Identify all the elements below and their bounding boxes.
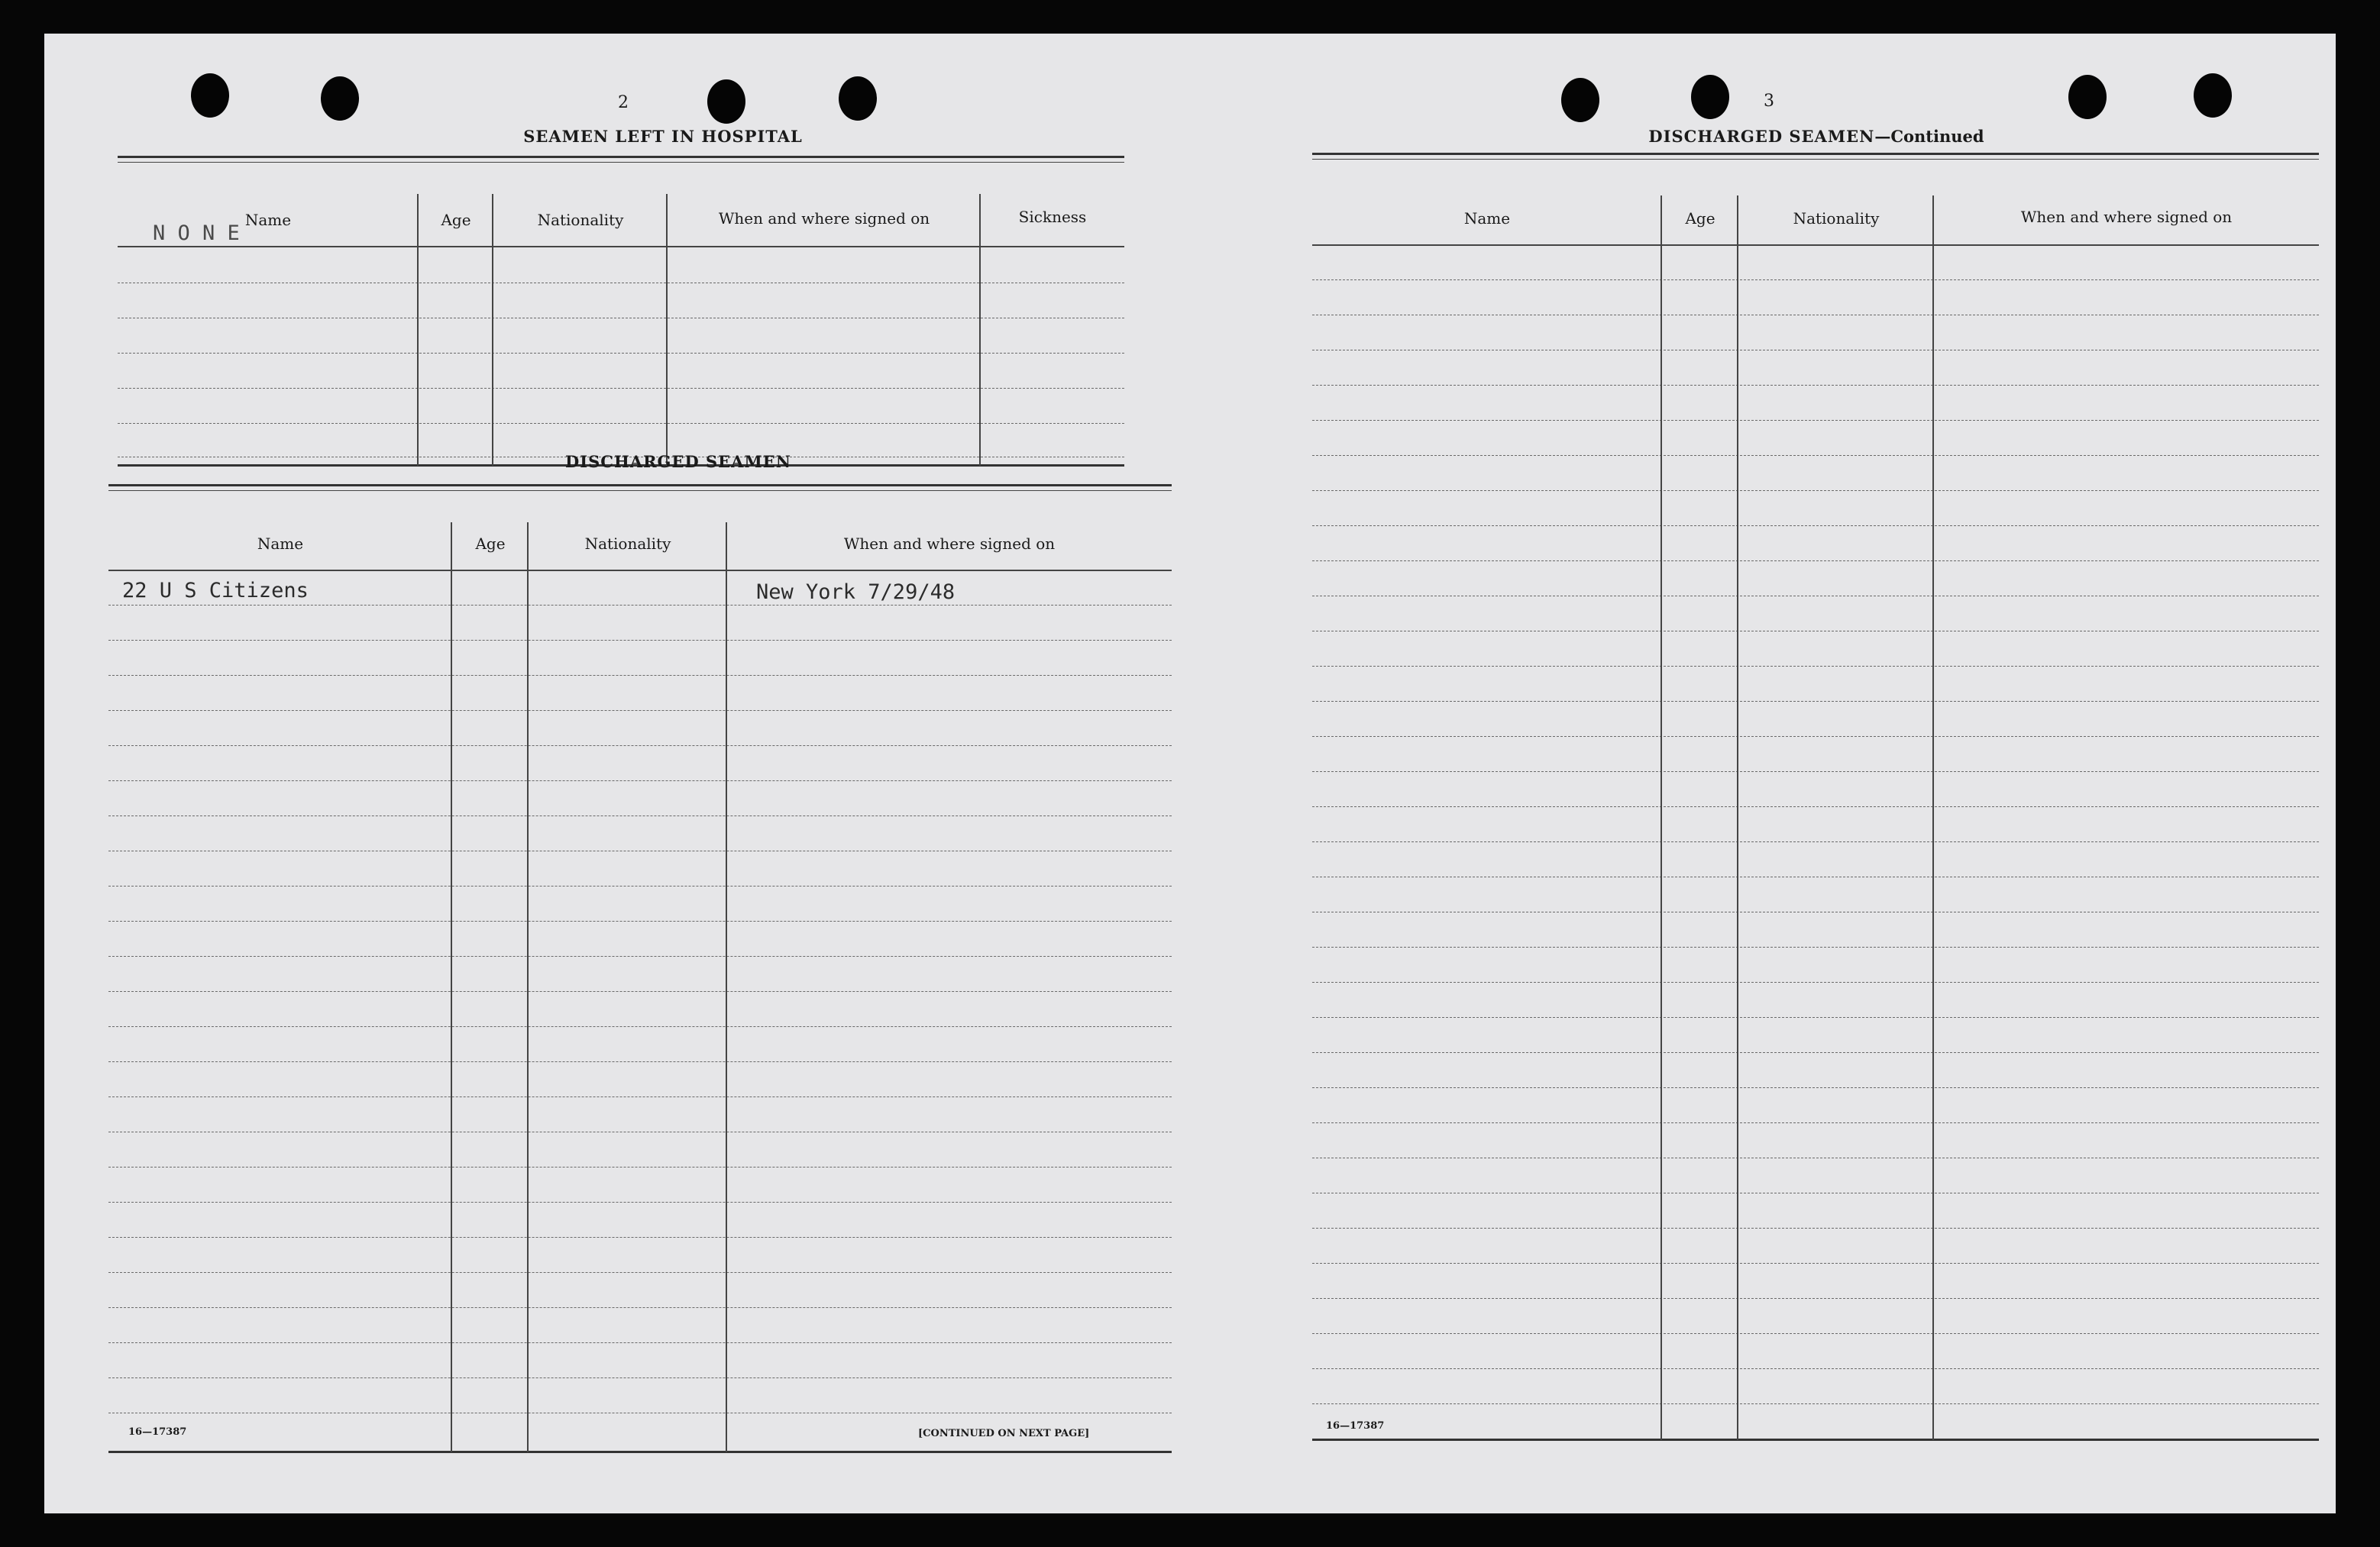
row-rule	[108, 1237, 1172, 1238]
row-rule	[108, 921, 1172, 922]
row-rule	[108, 1307, 1172, 1308]
row-rule	[1312, 806, 2319, 807]
table-top-rule	[108, 484, 1172, 486]
row-rule	[108, 1342, 1172, 1343]
punch-hole-icon	[2194, 73, 2232, 118]
row-rule	[108, 605, 1172, 606]
table-bottom-rule	[108, 1451, 1172, 1453]
column-header-name: Name	[244, 211, 292, 229]
row-rule	[1312, 1017, 2319, 1018]
header-rule	[108, 570, 1172, 571]
column-divider	[451, 522, 452, 1452]
row-rule	[108, 1272, 1172, 1273]
header-rule	[118, 246, 1124, 247]
row-rule	[1312, 701, 2319, 702]
column-divider	[1932, 195, 1934, 1440]
column-divider	[1661, 195, 1662, 1440]
row-rule	[1312, 736, 2319, 737]
row-rule	[108, 1167, 1172, 1168]
row-rule	[1312, 385, 2319, 386]
row-rule	[108, 815, 1172, 816]
row-rule	[1312, 279, 2319, 280]
row-rule	[108, 956, 1172, 957]
row-rule	[108, 1096, 1172, 1097]
row-rule	[108, 640, 1172, 641]
table-top-rule	[118, 156, 1124, 158]
row-rule	[118, 353, 1124, 354]
hospital-entry-name: N O N E	[153, 221, 240, 245]
column-header-signed-on: When and where signed on	[843, 535, 1056, 553]
column-header-age: Age	[441, 211, 471, 229]
column-header-sickness: Sickness	[1018, 208, 1087, 226]
row-rule	[1312, 1122, 2319, 1123]
hospital-table	[118, 156, 1124, 467]
row-rule	[108, 1026, 1172, 1027]
column-header-signed-on: When and where signed on	[2020, 208, 2233, 226]
punch-hole-icon	[2068, 75, 2107, 119]
column-divider	[726, 522, 727, 1452]
column-divider	[492, 194, 493, 466]
column-header-age: Age	[1685, 209, 1715, 228]
row-rule	[1312, 490, 2319, 491]
row-rule	[1312, 771, 2319, 772]
discharged-section-title: DISCHARGED SEAMEN	[565, 452, 791, 471]
table-top-rule	[1312, 153, 2319, 155]
column-header-age: Age	[475, 535, 506, 553]
punch-hole-icon	[1561, 78, 1599, 122]
punch-hole-icon	[321, 76, 359, 121]
left-page	[44, 34, 1190, 1513]
column-header-nationality: Nationality	[1793, 209, 1880, 228]
row-rule	[108, 780, 1172, 781]
row-rule	[108, 1202, 1172, 1203]
continued-note: [CONTINUED ON NEXT PAGE]	[918, 1428, 1090, 1439]
punch-hole-icon	[707, 79, 745, 124]
table-bottom-rule	[1312, 1439, 2319, 1441]
page-number: 3	[1764, 92, 1774, 111]
table-top-rule	[1312, 159, 2319, 160]
row-rule	[1312, 1368, 2319, 1369]
column-header-name: Name	[1463, 209, 1511, 228]
row-rule	[108, 1377, 1172, 1378]
right-page	[1190, 34, 2336, 1513]
column-header-nationality: Nationality	[537, 211, 624, 229]
discharged-table	[108, 484, 1172, 1458]
row-rule	[1312, 1263, 2319, 1264]
row-rule	[1312, 666, 2319, 667]
column-header-name: Name	[257, 535, 304, 553]
row-rule	[108, 991, 1172, 992]
discharged-entry-name: 22 U S Citizens	[122, 579, 309, 602]
row-rule	[108, 886, 1172, 887]
table-top-rule	[108, 490, 1172, 491]
page-number: 2	[618, 93, 629, 112]
column-divider	[666, 194, 668, 466]
row-rule	[1312, 1228, 2319, 1229]
punch-hole-icon	[191, 73, 229, 118]
row-rule	[108, 1061, 1172, 1062]
row-rule	[1312, 982, 2319, 983]
hospital-section-title: SEAMEN LEFT IN HOSPITAL	[523, 127, 803, 146]
row-rule	[118, 388, 1124, 389]
discharged-continued-table	[1312, 153, 2319, 1451]
ledger-sheet	[44, 34, 2336, 1513]
row-rule	[1312, 947, 2319, 948]
table-top-rule	[118, 162, 1124, 163]
header-rule	[1312, 244, 2319, 246]
form-number: 16—17387	[128, 1426, 187, 1438]
row-rule	[108, 710, 1172, 711]
row-rule	[1312, 1298, 2319, 1299]
title-main: DISCHARGED SEAMEN	[1648, 127, 1875, 146]
row-rule	[1312, 1403, 2319, 1404]
row-rule	[118, 423, 1124, 424]
row-rule	[1312, 560, 2319, 561]
row-rule	[1312, 841, 2319, 842]
column-divider	[1737, 195, 1738, 1440]
title-continued: —Continued	[1874, 127, 1984, 146]
row-rule	[1312, 1052, 2319, 1053]
column-divider	[979, 194, 981, 466]
discharged-entry-signed-on: New York 7/29/48	[756, 580, 956, 604]
row-rule	[1312, 420, 2319, 421]
row-rule	[1312, 1087, 2319, 1088]
punch-hole-icon	[1691, 75, 1729, 119]
row-rule	[1312, 1333, 2319, 1334]
row-rule	[1312, 455, 2319, 456]
column-header-signed-on: When and where signed on	[718, 209, 930, 228]
row-rule	[108, 675, 1172, 676]
punch-hole-icon	[839, 76, 877, 121]
column-divider	[417, 194, 419, 466]
form-number: 16—17387	[1326, 1420, 1385, 1432]
column-header-nationality: Nationality	[584, 535, 671, 553]
discharged-continued-title	[1511, 127, 2122, 146]
row-rule	[108, 745, 1172, 746]
column-divider	[527, 522, 529, 1452]
row-rule	[1312, 525, 2319, 526]
